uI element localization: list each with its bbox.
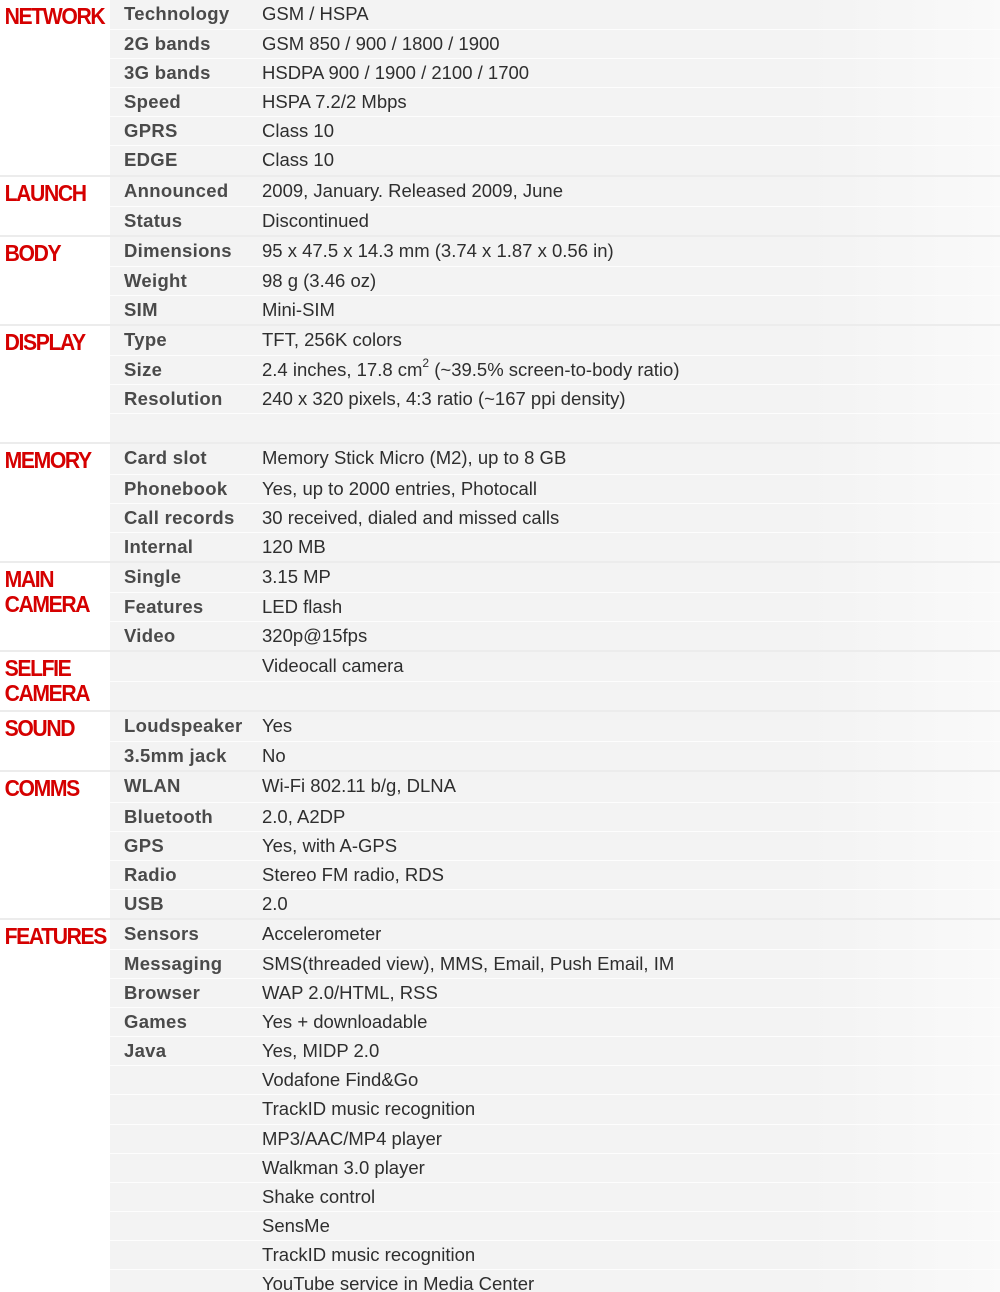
spec-value-text-after: (~39.5% screen-to-body ratio) — [429, 359, 680, 381]
spec-label: 3G bands — [124, 62, 211, 84]
spec-value — [262, 504, 1000, 532]
spec-value-text: 320p@15fps — [262, 624, 368, 646]
spec-label — [110, 682, 262, 710]
spec-row — [110, 1240, 1000, 1269]
spec-value — [262, 832, 1000, 860]
spec-label: Announced — [124, 179, 229, 201]
spec-value — [262, 772, 1000, 801]
spec-value-text: WAP 2.0/HTML, RSS — [262, 982, 438, 1004]
spec-label — [110, 1270, 262, 1292]
spec-label: Call records — [124, 506, 235, 528]
spec-rows — [110, 177, 1000, 235]
spec-label: Java — [124, 1040, 167, 1062]
spec-value-text: Stereo FM radio, RDS — [262, 863, 444, 885]
spec-row — [110, 58, 1000, 87]
spec-row — [110, 1036, 1000, 1065]
spec-row — [110, 802, 1000, 831]
spec-label: Size — [124, 359, 163, 381]
spec-label: EDGE — [124, 149, 178, 171]
spec-rows — [110, 326, 1000, 442]
spec-row — [110, 237, 1000, 266]
spec-label: Browser — [124, 982, 201, 1004]
spec-value-text: TFT, 256K colors — [262, 329, 402, 351]
spec-value-text: TrackID music recognition — [262, 1098, 476, 1120]
spec-value-text: MP3/AAC/MP4 player — [262, 1127, 442, 1149]
spec-value — [262, 742, 1000, 770]
spec-row — [110, 1211, 1000, 1240]
spec-value — [262, 593, 1000, 621]
spec-value — [262, 444, 1000, 473]
spec-rows — [110, 920, 1000, 1292]
spec-row — [110, 652, 1000, 681]
spec-label — [110, 1125, 262, 1153]
spec-section-comms — [0, 770, 1000, 917]
spec-value — [262, 177, 1000, 206]
spec-value — [262, 1095, 1000, 1123]
spec-section-network — [0, 0, 1000, 175]
section-category-heading: BODY — [0, 237, 101, 324]
spec-row — [110, 681, 1000, 710]
spec-label — [110, 1212, 262, 1240]
spec-label: Speed — [124, 91, 182, 113]
spec-value-text: Yes, up to 2000 entries, Photocall — [262, 477, 537, 499]
spec-value — [262, 59, 1000, 87]
spec-value — [262, 267, 1000, 295]
spec-label — [110, 652, 262, 681]
spec-value-text: Class 10 — [262, 149, 334, 171]
spec-rows — [110, 772, 1000, 917]
spec-value — [262, 1212, 1000, 1240]
spec-label: Phonebook — [124, 477, 228, 499]
spec-row — [110, 116, 1000, 145]
spec-rows — [110, 237, 1000, 324]
spec-row — [110, 1182, 1000, 1211]
spec-row — [110, 413, 1000, 442]
section-category-heading: MEMORY — [0, 444, 101, 560]
spec-value-text: GSM / HSPA — [262, 3, 369, 24]
spec-value — [262, 1125, 1000, 1153]
spec-label: Messaging — [124, 953, 223, 974]
spec-value-text: 240 x 320 pixels, 4:3 ratio (~167 ppi density) — [262, 388, 626, 410]
spec-value — [262, 563, 1000, 592]
spec-value-text: 2.0 — [262, 892, 288, 914]
spec-row — [110, 87, 1000, 116]
spec-row — [110, 266, 1000, 295]
spec-value-text: GSM 850 / 900 / 1800 / 1900 — [262, 33, 500, 55]
section-category-heading: SOUND — [0, 712, 101, 770]
spec-value-text: 3.15 MP — [262, 565, 331, 587]
spec-row — [110, 741, 1000, 770]
spec-row — [110, 177, 1000, 206]
spec-rows — [110, 652, 1000, 710]
spec-value — [262, 414, 1000, 442]
spec-row — [110, 1124, 1000, 1153]
spec-value-text: Yes — [262, 715, 293, 737]
spec-value-text: YouTube service in Media Center — [262, 1273, 535, 1292]
section-category-heading: NETWORK — [0, 0, 101, 175]
spec-value — [262, 30, 1000, 58]
spec-row — [110, 326, 1000, 355]
spec-row — [110, 978, 1000, 1007]
spec-value — [262, 1066, 1000, 1094]
spec-label: 3.5mm jack — [124, 745, 227, 767]
spec-label — [110, 1066, 262, 1094]
spec-value-text: Walkman 3.0 player — [262, 1156, 425, 1178]
spec-label: 2G bands — [124, 33, 211, 55]
spec-value-text: Vodafone Find&Go — [262, 1069, 419, 1091]
spec-label — [110, 1154, 262, 1182]
section-category-heading: LAUNCH — [0, 177, 101, 235]
spec-label: GPS — [124, 834, 164, 856]
spec-label: Features — [124, 595, 204, 617]
section-category-heading: SELFIE CAMERA — [0, 652, 101, 710]
spec-row — [110, 621, 1000, 650]
spec-label: Radio — [124, 863, 177, 885]
spec-value — [262, 1154, 1000, 1182]
spec-section-sound — [0, 710, 1000, 770]
spec-value — [262, 207, 1000, 235]
spec-row — [110, 295, 1000, 324]
spec-value-text: Yes, MIDP 2.0 — [262, 1040, 380, 1062]
spec-label — [110, 414, 262, 442]
spec-value — [262, 1008, 1000, 1036]
spec-value-text: Accelerometer — [262, 922, 382, 944]
spec-row — [110, 1065, 1000, 1094]
spec-value — [262, 237, 1000, 266]
spec-label: SIM — [124, 298, 158, 320]
spec-value — [262, 682, 1000, 710]
spec-section-launch — [0, 175, 1000, 235]
spec-value — [262, 890, 1000, 918]
spec-row — [110, 712, 1000, 741]
spec-value — [262, 475, 1000, 503]
section-category-heading: COMMS — [0, 772, 101, 917]
spec-value — [262, 950, 1000, 978]
spec-label: WLAN — [124, 775, 181, 797]
spec-value-text: Mini-SIM — [262, 298, 335, 320]
spec-value-text: No — [262, 745, 286, 767]
spec-value — [262, 1241, 1000, 1269]
spec-row — [110, 503, 1000, 532]
spec-value — [262, 117, 1000, 145]
spec-row — [110, 860, 1000, 889]
spec-value-text: Shake control — [262, 1185, 376, 1207]
spec-label: Internal — [124, 535, 194, 557]
spec-value-text: 98 g (3.46 oz) — [262, 269, 377, 291]
spec-row — [110, 474, 1000, 503]
spec-value-text: Videocall camera — [262, 655, 404, 677]
spec-value — [262, 0, 1000, 29]
spec-label: GPRS — [124, 120, 178, 142]
spec-value-text: SensMe — [262, 1214, 330, 1236]
spec-section-features — [0, 918, 1000, 1292]
spec-row — [110, 831, 1000, 860]
spec-value — [262, 622, 1000, 650]
spec-row — [110, 592, 1000, 621]
spec-label: Technology — [124, 3, 230, 24]
spec-value-text: 2.0, A2DP — [262, 805, 346, 827]
spec-value-text: Discontinued — [262, 209, 369, 231]
spec-value — [262, 385, 1000, 413]
spec-label — [110, 1241, 262, 1269]
spec-value-text: Class 10 — [262, 120, 334, 142]
spec-row — [110, 772, 1000, 801]
spec-value-text: Yes + downloadable — [262, 1011, 428, 1033]
spec-value — [262, 861, 1000, 889]
spec-value-text: Yes, with A-GPS — [262, 834, 398, 856]
spec-label: Status — [124, 209, 183, 231]
spec-rows — [110, 0, 1000, 175]
spec-value-text: 30 received, dialed and missed calls — [262, 506, 560, 528]
spec-value-text: 2009, January. Released 2009, June — [262, 179, 564, 201]
spec-rows — [110, 444, 1000, 560]
spec-value — [262, 1037, 1000, 1065]
spec-label: Games — [124, 1011, 188, 1033]
spec-row — [110, 145, 1000, 174]
spec-row — [110, 889, 1000, 918]
spec-section-memory — [0, 442, 1000, 560]
section-category-heading: MAIN CAMERA — [0, 563, 101, 650]
spec-value — [262, 1270, 1000, 1292]
spec-label: Type — [124, 329, 168, 351]
spec-row — [110, 444, 1000, 473]
section-category-heading: DISPLAY — [0, 326, 101, 442]
section-category-heading: FEATURES — [0, 920, 101, 1292]
spec-value — [262, 920, 1000, 949]
spec-label — [110, 1095, 262, 1123]
spec-row — [110, 1007, 1000, 1036]
spec-rows — [110, 563, 1000, 650]
spec-row — [110, 949, 1000, 978]
spec-value-text: TrackID music recognition — [262, 1243, 476, 1265]
spec-value — [262, 356, 1000, 384]
spec-value — [262, 326, 1000, 355]
spec-row — [110, 29, 1000, 58]
spec-value-text: Memory Stick Micro (M2), up to 8 GB — [262, 447, 567, 469]
spec-row — [110, 1153, 1000, 1182]
spec-value — [262, 652, 1000, 681]
spec-value — [262, 88, 1000, 116]
spec-label: USB — [124, 892, 164, 914]
spec-value-superscript: 2 — [422, 355, 430, 370]
spec-label: Loudspeaker — [124, 715, 243, 737]
spec-row — [110, 532, 1000, 561]
spec-row — [110, 1094, 1000, 1123]
spec-row — [110, 355, 1000, 384]
spec-value-text: HSPA 7.2/2 Mbps — [262, 91, 407, 113]
spec-value-text: Wi-Fi 802.11 b/g, DLNA — [262, 775, 456, 797]
spec-row — [110, 1269, 1000, 1292]
spec-section-body — [0, 235, 1000, 324]
spec-value — [262, 803, 1000, 831]
spec-value-text: 95 x 47.5 x 14.3 mm (3.74 x 1.87 x 0.56 in) — [262, 239, 614, 261]
spec-section-selfie-camera — [0, 650, 1000, 710]
spec-value-text: LED flash — [262, 595, 343, 617]
spec-row — [110, 563, 1000, 592]
spec-row — [110, 0, 1000, 29]
spec-value — [262, 979, 1000, 1007]
spec-label: Single — [124, 565, 182, 587]
spec-value — [262, 296, 1000, 324]
spec-rows — [110, 712, 1000, 770]
spec-label: Video — [124, 624, 176, 646]
spec-row — [110, 920, 1000, 949]
spec-value-text: 120 MB — [262, 535, 326, 557]
spec-label: Dimensions — [124, 239, 232, 261]
spec-value — [262, 533, 1000, 561]
spec-value — [262, 1183, 1000, 1211]
spec-value — [262, 146, 1000, 174]
spec-value — [262, 712, 1000, 741]
spec-label: Sensors — [124, 922, 200, 944]
spec-row — [110, 384, 1000, 413]
spec-section-main-camera — [0, 561, 1000, 650]
spec-value-text: SMS(threaded view), MMS, Email, Push Email, IM — [262, 953, 675, 974]
spec-section-display — [0, 324, 1000, 442]
spec-value-text: 2.4 inches, 17.8 cm — [262, 359, 423, 381]
spec-label: Weight — [124, 269, 188, 291]
spec-value-text: HSDPA 900 / 1900 / 2100 / 1700 — [262, 62, 530, 84]
spec-label: Bluetooth — [124, 805, 214, 827]
spec-label — [110, 1183, 262, 1211]
spec-label: Card slot — [124, 447, 207, 469]
spec-row — [110, 206, 1000, 235]
spec-label: Resolution — [124, 388, 223, 410]
